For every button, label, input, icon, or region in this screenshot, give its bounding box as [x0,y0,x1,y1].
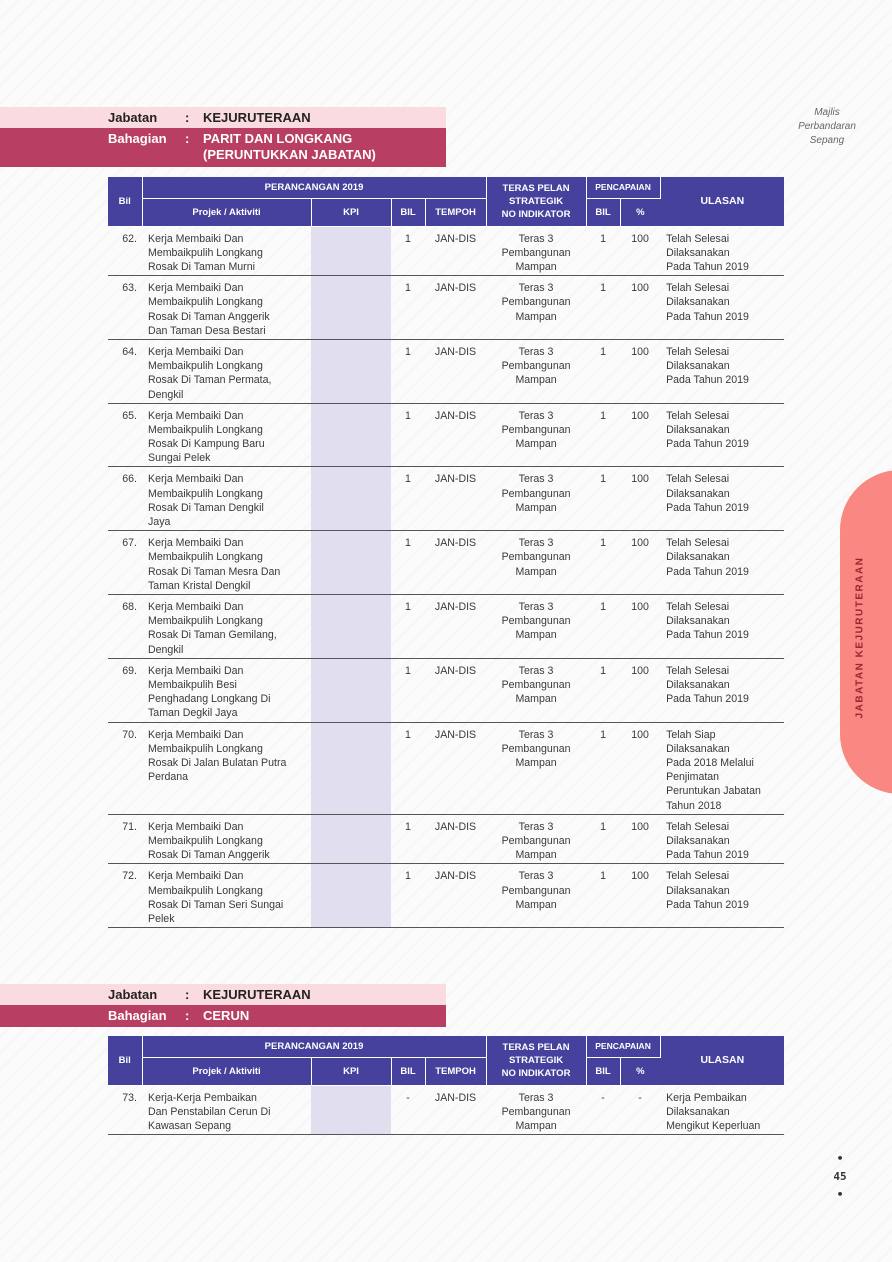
activity-table-2 [108,1036,784,1135]
table-row [108,531,784,595]
project-line: Kerja Membaiki Dan [148,409,244,422]
jabatan-label: Jabatan [108,987,158,1002]
teras-line: Teras 3 [518,282,554,295]
ulasan-line: Dilaksanakan [666,423,730,436]
project-line: Membaikpulih Longkang [148,423,263,436]
project-cell [142,226,311,276]
project-line: Rosak Di Taman Mesra Dan [148,565,281,578]
col-perancangan: PERANCANGAN 2019 [142,177,486,198]
row-number: 66. [108,467,142,531]
project-cell [142,595,311,659]
project-line: Membaikpulih Longkang [148,615,263,628]
teras-line: TERAS PELAN [502,1041,570,1053]
teras-line: Teras 3 [518,473,554,486]
tempoh-cell: JAN-DIS [425,467,486,531]
teras-line: Mampan [515,501,557,514]
teras-line: STRATEGIK [508,195,564,207]
project-line: Kerja Membaiki Dan [148,345,244,358]
teras-line: NO INDIKATOR [501,208,571,220]
kpi-cell [311,339,391,403]
section1-bahagian [0,128,446,167]
bil-cell: 1 [391,403,425,467]
project-cell [142,864,311,928]
teras-line: NO INDIKATOR [501,1067,571,1079]
col-ulasan: ULASAN [660,177,784,226]
project-line: Sungai Pelek [148,452,211,465]
ulasan-line: Telah Selesai [666,870,730,883]
pencapaian-pct-cell: 100 [620,864,660,928]
project-cell [142,814,311,864]
pencapaian-bil-cell: 1 [586,658,620,722]
teras-cell [486,467,586,531]
colon: : [185,131,190,146]
pencapaian-bil-cell: 1 [586,339,620,403]
org-line: Sepang [809,135,845,146]
teras-line: Teras 3 [518,601,554,614]
teras-line: Pembangunan [501,679,571,692]
project-line: Rosak Di Taman Seri Sungai [148,898,284,911]
bahagian-line: (PERUNTUKKAN JABATAN) [203,147,376,162]
project-line: Kerja Membaiki Dan [148,282,244,295]
col-pc-pct: % [620,1057,660,1085]
row-number: 72. [108,864,142,928]
project-line: Rosak Di Taman Dengkil [148,501,264,514]
ulasan-line: Pada Tahun 2019 [666,849,749,862]
section2-jabatan [0,984,446,1005]
tempoh-cell: JAN-DIS [425,595,486,659]
table-row [108,276,784,340]
teras-cell [486,658,586,722]
teras-line: Pembangunan [501,884,571,897]
teras-line: Teras 3 [518,728,554,741]
ulasan-line: Telah Selesai [666,664,730,677]
table-row [108,1085,784,1135]
ulasan-line: Telah Selesai [666,409,730,422]
project-line: Kerja Membaiki Dan [148,232,244,245]
project-line: Kerja-Kerja Pembaikan [148,1091,257,1104]
teras-line: Pembangunan [501,296,571,309]
tempoh-cell: JAN-DIS [425,339,486,403]
teras-line: Mampan [515,757,557,770]
teras-line: Pembangunan [501,487,571,500]
ulasan-line: Penjimatan [666,771,720,784]
teras-cell [486,595,586,659]
ulasan-line: Dilaksanakan [666,884,730,897]
teras-line: Teras 3 [518,820,554,833]
project-line: Rosak Di Taman Gemilang, [148,629,277,642]
ulasan-line: Pada Tahun 2019 [666,693,749,706]
ulasan-line: Telah Siap [666,728,716,741]
project-line: Dan Taman Desa Bestari [148,324,266,337]
bil-cell: 1 [391,814,425,864]
bil-cell: 1 [391,864,425,928]
col-kpi: KPI [311,198,391,226]
ulasan-cell [660,1085,784,1135]
ulasan-line: Telah Selesai [666,820,730,833]
tempoh-cell: JAN-DIS [425,276,486,340]
teras-cell [486,403,586,467]
project-cell [142,722,311,814]
ulasan-line: Telah Selesai [666,537,730,550]
row-number: 70. [108,722,142,814]
ulasan-cell [660,595,784,659]
kpi-cell [311,595,391,659]
kpi-cell [311,276,391,340]
teras-line: Pembangunan [501,551,571,564]
ulasan-line: Telah Selesai [666,345,730,358]
pencapaian-bil-cell: 1 [586,467,620,531]
colon: : [185,987,190,1002]
table-row [108,467,784,531]
teras-cell [486,814,586,864]
pencapaian-bil-cell: 1 [586,864,620,928]
bil-cell: - [391,1085,425,1135]
bil-cell: 1 [391,595,425,659]
col-projek: Projek / Aktiviti [142,1057,311,1085]
section1-jabatan [0,107,446,128]
jabatan-label: Jabatan [108,110,158,125]
project-line: Kerja Membaiki Dan [148,820,244,833]
teras-line: Pembangunan [501,835,571,848]
project-line: Penghadang Longkang Di [148,693,271,706]
org-line: Perbandaran [798,121,856,132]
ulasan-line: Pada Tahun 2019 [666,629,749,642]
bil-cell: 1 [391,467,425,531]
col-ulasan: ULASAN [660,1036,784,1085]
pencapaian-pct-cell: 100 [620,226,660,276]
table-row [108,595,784,659]
project-line: Rosak Di Jalan Bulatan Putra [148,757,287,770]
pencapaian-bil-cell: 1 [586,531,620,595]
pencapaian-pct-cell: 100 [620,658,660,722]
project-line: Membaikpulih Longkang [148,360,263,373]
pencapaian-pct-cell: 100 [620,339,660,403]
teras-line: Pembangunan [501,1105,571,1118]
project-cell [142,403,311,467]
ulasan-line: Pada Tahun 2019 [666,438,749,451]
col-perancangan: PERANCANGAN 2019 [142,1036,486,1057]
table-row [108,226,784,276]
ulasan-line: Dilaksanakan [666,1105,730,1118]
project-cell [142,531,311,595]
row-number: 73. [108,1085,142,1135]
teras-line: TERAS PELAN [502,182,570,194]
table-row [108,722,784,814]
teras-line: Mampan [515,310,557,323]
pencapaian-pct-cell: 100 [620,722,660,814]
row-number: 65. [108,403,142,467]
pencapaian-pct-cell: - [620,1085,660,1135]
pencapaian-bil-cell: 1 [586,595,620,659]
ulasan-line: Mengikut Keperluan [666,1119,761,1132]
project-cell [142,276,311,340]
pencapaian-bil-cell: - [586,1085,620,1135]
pencapaian-bil-cell: 1 [586,276,620,340]
bil-cell: 1 [391,276,425,340]
tempoh-cell: JAN-DIS [425,658,486,722]
kpi-cell [311,403,391,467]
col-teras [486,1036,586,1085]
bahagian-value [203,131,376,163]
project-line: Perdana [148,771,189,784]
kpi-cell [311,722,391,814]
org-line: Majlis [814,107,840,118]
table-row [108,403,784,467]
ulasan-line: Dilaksanakan [666,835,730,848]
teras-line: Teras 3 [518,232,554,245]
project-line: Kerja Membaiki Dan [148,870,244,883]
ulasan-line: Pada Tahun 2019 [666,898,749,911]
col-bil: Bil [108,177,142,226]
tempoh-cell: JAN-DIS [425,864,486,928]
ulasan-cell [660,403,784,467]
col-pc-bil: BIL [586,198,620,226]
ulasan-line: Dilaksanakan [666,296,730,309]
ulasan-line: Peruntukan Jabatan [666,785,761,798]
project-line: Dengkil [148,643,184,656]
teras-line: Mampan [515,260,557,273]
kpi-cell [311,1085,391,1135]
tempoh-cell: JAN-DIS [425,1085,486,1135]
col-kpi: KPI [311,1057,391,1085]
teras-cell [486,1085,586,1135]
project-line: Taman Degkil Jaya [148,707,238,720]
jabatan-value: KEJURUTERAAN [203,987,311,1002]
tempoh-cell: JAN-DIS [425,403,486,467]
project-cell [142,1085,311,1135]
tempoh-cell: JAN-DIS [425,814,486,864]
ulasan-line: Dilaksanakan [666,360,730,373]
project-line: Pelek [148,913,175,926]
ulasan-line: Tahun 2018 [666,799,722,812]
project-line: Dan Penstabilan Cerun Di [148,1105,271,1118]
ulasan-line: Pada Tahun 2019 [666,260,749,273]
teras-line: Teras 3 [518,345,554,358]
teras-line: Mampan [515,438,557,451]
ulasan-line: Telah Selesai [666,282,730,295]
project-line: Kerja Membaiki Dan [148,601,244,614]
teras-line: Pembangunan [501,615,571,628]
project-line: Membaikpulih Besi [148,679,237,692]
row-number: 69. [108,658,142,722]
col-pc-pct: % [620,198,660,226]
ulasan-line: Dilaksanakan [666,487,730,500]
kpi-cell [311,658,391,722]
teras-line: Pembangunan [501,246,571,259]
ulasan-cell [660,339,784,403]
ulasan-line: Dilaksanakan [666,551,730,564]
section2-bahagian [0,1005,446,1027]
project-line: Dengkil [148,388,184,401]
project-line: Kerja Membaiki Dan [148,664,244,677]
col-bil2: BIL [391,1057,425,1085]
teras-line: Pembangunan [501,360,571,373]
col-teras [486,177,586,226]
bahagian-label: Bahagian [108,1008,167,1023]
col-projek: Projek / Aktiviti [142,198,311,226]
project-cell [142,658,311,722]
teras-line: STRATEGIK [508,1054,564,1066]
teras-line: Mampan [515,693,557,706]
teras-cell [486,339,586,403]
ulasan-line: Dilaksanakan [666,742,730,755]
kpi-cell [311,226,391,276]
teras-line: Teras 3 [518,664,554,677]
project-line: Membaikpulih Longkang [148,246,263,259]
pencapaian-bil-cell: 1 [586,403,620,467]
row-number: 71. [108,814,142,864]
teras-cell [486,276,586,340]
teras-line: Pembangunan [501,742,571,755]
ulasan-line: Kerja Pembaikan [666,1091,747,1104]
table-row [108,339,784,403]
bahagian-value: CERUN [203,1008,250,1023]
project-cell [142,339,311,403]
teras-line: Mampan [515,565,557,578]
kpi-cell [311,467,391,531]
table-row [108,864,784,928]
teras-cell [486,864,586,928]
ulasan-cell [660,814,784,864]
project-line: Rosak Di Kampung Baru [148,438,265,451]
table-row [108,658,784,722]
ulasan-cell [660,467,784,531]
ulasan-line: Pada 2018 Melalui [666,757,754,770]
jabatan-value: KEJURUTERAAN [203,110,311,125]
teras-cell [486,531,586,595]
row-number: 63. [108,276,142,340]
kpi-cell [311,814,391,864]
ulasan-line: Dilaksanakan [666,246,730,259]
project-line: Kawasan Sepang [148,1119,232,1132]
ulasan-line: Pada Tahun 2019 [666,310,749,323]
project-line: Jaya [148,516,171,529]
row-number: 67. [108,531,142,595]
col-pc-bil: BIL [586,1057,620,1085]
kpi-cell [311,864,391,928]
teras-line: Teras 3 [518,870,554,883]
ulasan-cell [660,531,784,595]
ulasan-line: Dilaksanakan [666,615,730,628]
col-tempoh: TEMPOH [425,1057,486,1085]
row-number: 62. [108,226,142,276]
project-line: Rosak Di Taman Murni [148,260,255,273]
kpi-cell [311,531,391,595]
teras-line: Teras 3 [518,537,554,550]
project-line: Membaikpulih Longkang [148,835,263,848]
pencapaian-pct-cell: 100 [620,595,660,659]
project-line: Kerja Membaiki Dan [148,473,244,486]
pencapaian-pct-cell: 100 [620,531,660,595]
teras-cell [486,226,586,276]
project-line: Membaikpulih Longkang [148,551,263,564]
ulasan-line: Telah Selesai [666,473,730,486]
project-line: Kerja Membaiki Dan [148,728,244,741]
col-pencapaian: PENCAPAIAN [586,1036,660,1057]
teras-line: Teras 3 [518,409,554,422]
ulasan-cell [660,864,784,928]
pencapaian-pct-cell: 100 [620,403,660,467]
bil-cell: 1 [391,339,425,403]
project-line: Rosak Di Taman Anggerik [148,310,270,323]
project-cell [142,467,311,531]
organisation-note [782,106,872,148]
teras-line: Pembangunan [501,423,571,436]
project-line: Membaikpulih Longkang [148,742,263,755]
pencapaian-pct-cell: 100 [620,814,660,864]
row-number: 64. [108,339,142,403]
teras-cell [486,722,586,814]
ulasan-cell [660,658,784,722]
teras-line: Mampan [515,849,557,862]
bil-cell: 1 [391,226,425,276]
col-bil: Bil [108,1036,142,1085]
bahagian-label: Bahagian [108,131,167,146]
table-row [108,814,784,864]
tempoh-cell: JAN-DIS [425,531,486,595]
ulasan-cell [660,276,784,340]
project-line: Rosak Di Taman Anggerik [148,849,270,862]
project-line: Kerja Membaiki Dan [148,537,244,550]
pencapaian-pct-cell: 100 [620,467,660,531]
ulasan-line: Pada Tahun 2019 [666,374,749,387]
ulasan-cell [660,722,784,814]
bahagian-line: PARIT DAN LONGKANG [203,131,353,146]
ulasan-line: Pada Tahun 2019 [666,565,749,578]
pencapaian-pct-cell: 100 [620,276,660,340]
activity-table-1 [108,177,784,928]
teras-line: Mampan [515,1119,557,1132]
bil-cell: 1 [391,658,425,722]
page-dot: • [836,1152,844,1165]
bil-cell: 1 [391,722,425,814]
teras-line: Mampan [515,374,557,387]
col-bil2: BIL [391,198,425,226]
project-line: Membaikpulih Longkang [148,884,263,897]
ulasan-cell [660,226,784,276]
teras-line: Teras 3 [518,1091,554,1104]
project-line: Rosak Di Taman Permata, [148,374,272,387]
col-pencapaian: PENCAPAIAN [586,177,660,198]
colon: : [185,1008,190,1023]
ulasan-line: Dilaksanakan [666,679,730,692]
section-side-label: JABATAN KEJURUTERAAN [854,556,866,719]
col-tempoh: TEMPOH [425,198,486,226]
colon: : [185,110,190,125]
project-line: Membaikpulih Longkang [148,487,263,500]
ulasan-line: Telah Selesai [666,232,730,245]
project-line: Membaikpulih Longkang [148,296,263,309]
pencapaian-bil-cell: 1 [586,226,620,276]
tempoh-cell: JAN-DIS [425,722,486,814]
page-dot: • [836,1188,844,1201]
page-number [830,1150,850,1204]
ulasan-line: Telah Selesai [666,601,730,614]
teras-line: Mampan [515,898,557,911]
pencapaian-bil-cell: 1 [586,814,620,864]
row-number: 68. [108,595,142,659]
page-number-value: 45 [833,1170,847,1183]
section-side-tab [840,470,892,794]
tempoh-cell: JAN-DIS [425,226,486,276]
ulasan-line: Pada Tahun 2019 [666,501,749,514]
pencapaian-bil-cell: 1 [586,722,620,814]
project-line: Taman Kristal Dengkil [148,579,251,592]
teras-line: Mampan [515,629,557,642]
bil-cell: 1 [391,531,425,595]
